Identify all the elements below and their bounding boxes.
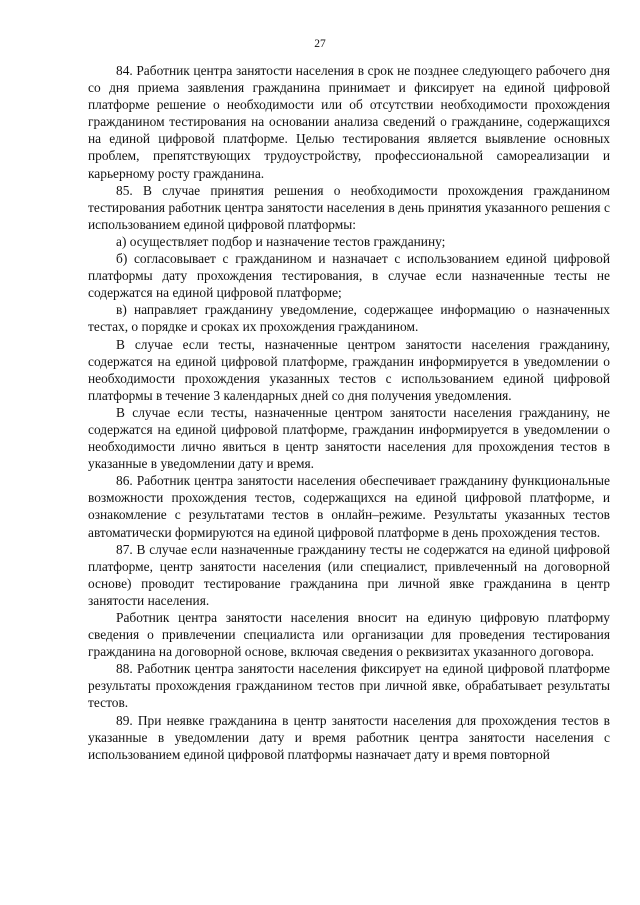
list-item-v: в) направляет гражданину уведомление, содержащее информацию о назначенных тестах, о порядке и сроках их прохождения гражданином. [88, 302, 610, 335]
list-item-a: а) осуществляет подбор и назначение тестов гражданину; [116, 233, 446, 249]
page-number: 27 [314, 38, 326, 50]
paragraph-specialist-info: Работник центра занятости населения вносит на единую цифровую платформу сведения о привлечении специалиста или организации для проведения тестирования гражданина на договорной основе, включая сведения о реквизитах указанного договора. [88, 610, 610, 660]
paragraph-84: 84. Работник центра занятости населения в срок не позднее следующего рабочего дня со дня приема заявления гражданина принимает и фиксирует на единой цифровой платформе решение о необходимости или об отсутствии необходимости прохождения гражданином тестирования на основании анализа сведений о гражданине, содержащихся на единой цифровой платформе. Целью тестирования является выявление основных проблем, препятствующих трудоустройству, профессиональной самореализации и карьерному росту гражданина. [88, 63, 610, 181]
paragraph-85: 85. В случае принятия решения о необходимости прохождения гражданином тестирования работник центра занятости населения в день принятия указанного решения с использованием единой цифровой платформы: [88, 182, 610, 232]
paragraph-88: 88. Работник центра занятости населения фиксирует на единой цифровой платформе результаты прохождения гражданином тестов при личной явке, обрабатывает результаты тестов. [88, 661, 610, 711]
paragraph-89: 89. При неявке гражданина в центр занятости населения для прохождения тестов в указанные в уведомлении дату и время работник центра занятости населения с использованием единой цифровой платформы назначает дату и время повторной [88, 712, 610, 762]
document-body [88, 62, 610, 763]
paragraph-87: 87. В случае если назначенные гражданину тесты не содержатся на единой цифровой платформе, центр занятости населения (или специалист, привлеченный на договорной основе) проводит тестирование гражданина при личной явке гражданина в центр занятости населения. [88, 541, 610, 608]
paragraph-86: 86. Работник центра занятости населения обеспечивает гражданину функциональные возможности прохождения тестов, содержащихся на единой цифровой платформе, и ознакомление с результатами тестов в онлайн–режиме. Результаты указанных тестов автоматически формируются на единой цифровой платформе в день прохождения тестов. [88, 473, 610, 540]
paragraph-tests-not-on-platform: В случае если тесты, назначенные центром занятости населения гражданину, не содержатся на единой цифровой платформе, гражданин информируется в уведомлении о необходимости лично явиться в центр занятости населения для прохождения тестов в указанные в уведомлении дату и время. [88, 404, 610, 472]
paragraph-tests-on-platform: В случае если тесты, назначенные центром занятости населения гражданину, содержатся на единой цифровой платформе, гражданин информируется в уведомлении о необходимости прохождения указанных тестов с использованием единой цифровой платформы в течение 3 календарных дней со дня получения уведомления. [88, 336, 610, 403]
list-item-b: б) согласовывает с гражданином и назначает с использованием единой цифровой платформы дату прохождения тестирования, в случае если назначенные тесты не содержатся на единой цифровой платформе; [88, 251, 610, 301]
